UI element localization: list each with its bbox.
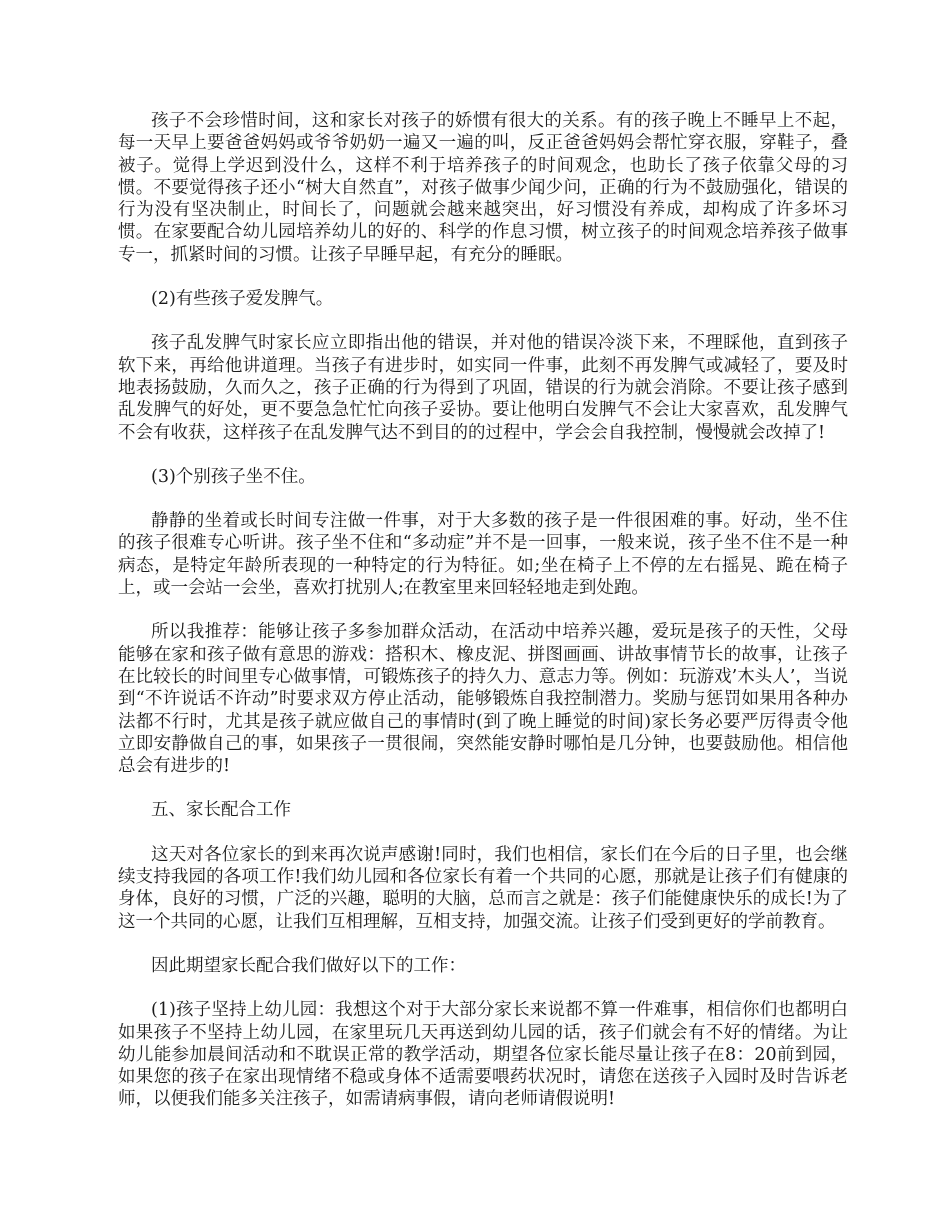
paragraph-temper: 孩子乱发脾气时家长应立即指出他的错误，并对他的错误冷淡下来，不理睬他，直到孩子软下来，再给他讲道理。当孩子有进步时，如实同一件事，此刻不再发脾气或减轻了，要及时地表扬鼓励，久而久之，孩子正确的行为得到了巩固，错误的行为就会消除。不要让孩子感到乱发脾气的好处，更不要急急忙忙向孩子妥协。要让他明白发脾气不会让大家喜欢，乱发脾气不会有收获，这样孩子在乱发脾气达不到目的的过程中，学会会自我控制，慢慢就会改掉了!: [118, 333, 848, 443]
paragraph-thanks: 这天对各位家长的到来再次说声感谢!同时，我们也相信，家长们在今后的日子里，也会继续支持我园的各项工作!我们幼儿园和各位家长有着一个共同的心愿，那就是让孩子们有健康的身体，良好的习惯，广泛的兴趣，聪明的大脑，总而言之就是：孩子们能健康快乐的成长!为了这一个共同的心愿，让我们互相理解，互相支持，加强交流。让孩子们受到更好的学前教育。: [118, 844, 848, 932]
subheading-restless: (3)个别孩子坐不住。: [151, 466, 316, 487]
paragraph-request-intro: 因此期望家长配合我们做好以下的工作：: [151, 955, 466, 976]
paragraph-time-habits: 孩子不会珍惜时间，这和家长对孩子的娇惯有很大的关系。有的孩子晚上不睡早上不起，每一天早上要爸爸妈妈或爷爷奶奶一遍又一遍的叫，反正爸爸妈妈会帮忙穿衣服，穿鞋子，叠被子。觉得上学迟到没什么，这样不利于培养孩子的时间观念，也助长了孩子依靠父母的习惯。不要觉得孩子还小“树大自然直”，对孩子做事少闻少问，正确的行为不鼓励强化，错误的行为没有坚决制止，时间长了，问题就会越来越突出，好习惯没有养成，却构成了许多坏习惯。在家要配合幼儿园培养幼儿的好的、科学的作息习惯，树立孩子的时间观念培养孩子做事专一，抓紧时间的习惯。让孩子早睡早起，有充分的睡眠。: [118, 111, 848, 265]
document-body: [118, 110, 848, 1133]
paragraph-recommendation: 所以我推荐：能够让孩子多参加群众活动，在活动中培养兴趣，爱玩是孩子的天性，父母能够在家和孩子做有意思的游戏：搭积木、橡皮泥、拼图画画、讲故事情节长的故事，让孩子在比较长的时间里专心做事情，可锻炼孩子的持久力、意志力等。例如：玩游戏’木头人’，当说到“不许说话不许动”时要求双方停止活动，能够锻炼自我控制潜力。奖励与惩罚如果用各种办法都不行时，尤其是孩子就应做自己的事情时(到了晚上睡觉的时间)家长务必要严厉得责令他立即安静做自己的事，如果孩子一贯很闹，突然能安静时哪怕是几分钟，也要鼓励他。相信他总会有进步的!: [118, 622, 848, 777]
subheading-temper: (2)有些孩子爱发脾气。: [151, 289, 334, 310]
section-heading-parent-cooperation: 五、家长配合工作: [151, 800, 291, 821]
paragraph-restless: 静静的坐着或长时间专注做一件事，对于大多数的孩子是一件很困难的事。好动，坐不住的孩子很难专心听讲。孩子坐不住和“多动症”并不是一回事，一般来说，孩子坐不住不是一种病态，是特定年龄所表现的一种特定的行为特征。如;坐在椅子上不停的左右摇晃、跪在椅子上，或一会站一会坐，喜欢打扰别人;在教室里来回轻轻地走到处跑。: [118, 511, 848, 599]
paragraph-attendance: (1)孩子坚持上幼儿园：我想这个对于大部分家长来说都不算一件难事，相信你们也都明白如果孩子不坚持上幼儿园，在家里玩几天再送到幼儿园的话，孩子们就会有不好的情绪。为让幼儿能参加晨间活动和不耽误正常的教学活动，期望各位家长能尽量让孩子在8：20前到园，如果您的孩子在家出现情绪不稳或身体不适需要喂药状况时，请您在送孩子入园时及时告诉老师，以便我们能多关注孩子，如需请病事假，请向老师请假说明!: [118, 1000, 848, 1110]
